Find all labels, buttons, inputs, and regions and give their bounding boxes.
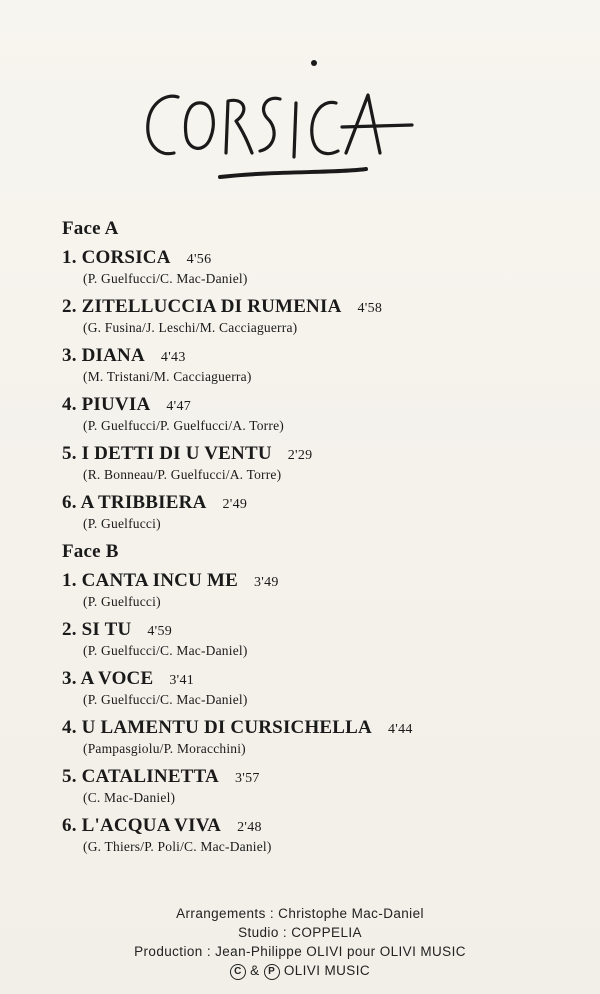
track-duration: 4'47 [166, 399, 192, 414]
production-line: Production : Jean-Philippe OLIVI pour OLIVI MUSIC [134, 944, 466, 959]
track-credits: (P. Guelfucci/C. Mac-Daniel) [83, 643, 248, 658]
track-number: 3. [62, 668, 77, 689]
track-duration: 3'49 [253, 575, 279, 590]
track-duration: 4'44 [387, 722, 413, 737]
track-duration: 2'48 [237, 820, 262, 835]
track-b3 [62, 668, 248, 708]
track-credits: (P. Guelfucci) [83, 516, 161, 531]
copyright-line [0, 961, 600, 980]
copyright-icon: C [230, 964, 246, 980]
track-title: U LAMENTU DI CURSICHELLA [81, 717, 372, 738]
track-duration: 3'41 [169, 673, 195, 688]
track-title: L'ACQUA VIVA [81, 815, 222, 836]
track-a6 [62, 492, 247, 532]
track-number: 5. [62, 443, 77, 464]
track-number: 3. [62, 345, 77, 366]
track-number: 1. [62, 570, 77, 591]
track-title: A VOCE [80, 668, 154, 689]
track-number: 4. [62, 394, 77, 415]
track-a2 [62, 296, 382, 336]
track-credits: (G. Thiers/P. Poli/C. Mac-Daniel) [83, 839, 272, 854]
track-a1 [62, 247, 248, 287]
track-title: SI TU [81, 619, 132, 640]
track-title: DIANA [81, 345, 145, 366]
track-duration: 4'58 [357, 301, 383, 316]
track-credits: (C. Mac-Daniel) [83, 790, 176, 805]
track-credits: (G. Fusina/J. Leschi/M. Cacciaguerra) [83, 320, 298, 335]
face-b-title: Face B [62, 541, 119, 562]
track-number: 6. [62, 815, 77, 836]
track-title: CORSICA [81, 247, 171, 268]
track-credits: (P. Guelfucci) [83, 594, 161, 609]
track-number: 4. [62, 717, 77, 738]
track-credits: (R. Bonneau/P. Guelfucci/A. Torre) [83, 467, 282, 482]
track-duration: 4'43 [160, 350, 186, 365]
track-title: CATALINETTA [81, 766, 219, 787]
track-number: 1. [62, 247, 77, 268]
arrangements-line: Arrangements : Christophe Mac-Daniel [176, 906, 424, 921]
track-credits: (M. Tristani/M. Cacciaguerra) [83, 369, 252, 384]
track-b2 [62, 619, 248, 659]
track-credits: (P. Guelfucci/C. Mac-Daniel) [83, 271, 248, 286]
track-duration: 2'49 [222, 497, 248, 512]
corsica-handwritten-logo [140, 55, 415, 185]
track-duration: 2'29 [287, 448, 313, 463]
credits-footer [0, 904, 600, 980]
track-number: 2. [62, 619, 77, 640]
copyright-label: OLIVI MUSIC [283, 963, 371, 978]
track-credits: (P. Guelfucci/C. Mac-Daniel) [83, 692, 248, 707]
track-duration: 3'57 [234, 771, 260, 786]
track-duration: 4'59 [147, 624, 173, 639]
track-b4 [62, 717, 413, 757]
studio-line: Studio : COPPELIA [238, 925, 362, 940]
track-duration: 4'56 [186, 252, 212, 267]
track-credits: (Pampasgiolu/P. Moracchini) [83, 741, 246, 756]
track-number: 2. [62, 296, 77, 317]
track-b6 [62, 815, 272, 855]
track-title: A TRIBBIERA [80, 492, 207, 513]
track-title: CANTA INCU ME [81, 570, 238, 591]
track-credits: (P. Guelfucci/P. Guelfucci/A. Torre) [83, 418, 284, 433]
track-title: I DETTI DI U VENTU [81, 443, 272, 464]
track-title: PIUVIA [81, 394, 151, 415]
phonogram-icon: P [264, 964, 280, 980]
track-a3 [62, 345, 252, 385]
track-number: 6. [62, 492, 77, 513]
track-b5 [62, 766, 260, 806]
face-a-title: Face A [62, 218, 119, 239]
track-b1 [62, 570, 279, 610]
track-a4 [62, 394, 284, 434]
track-number: 5. [62, 766, 77, 787]
copyright-ampersand: & [250, 963, 260, 978]
track-title: ZITELLUCCIA DI RUMENIA [81, 296, 342, 317]
track-a5 [62, 443, 312, 483]
